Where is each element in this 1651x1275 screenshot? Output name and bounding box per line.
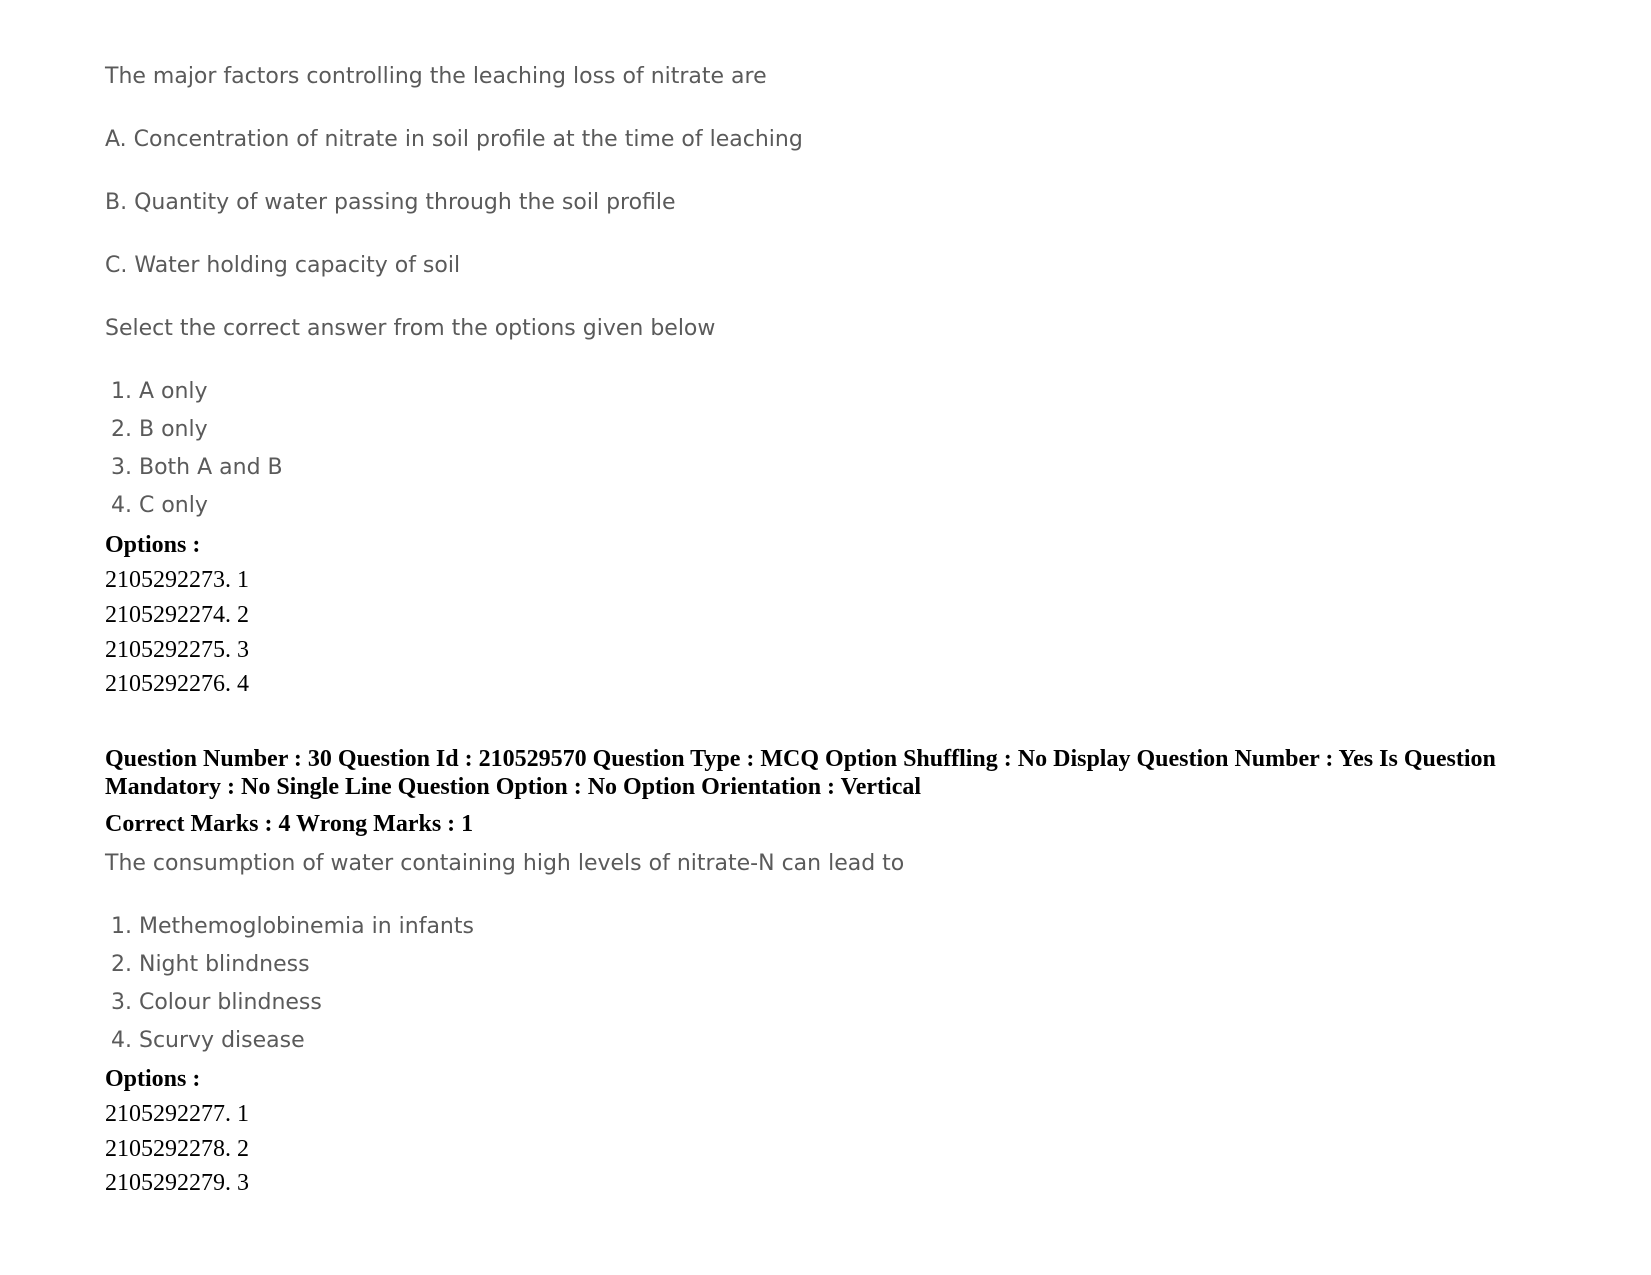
q29-option-4: 2105292276. 4 bbox=[105, 671, 249, 697]
q30-option-3: 2105292279. 3 bbox=[105, 1170, 249, 1196]
q29-choice-1: 1. A only bbox=[111, 379, 208, 404]
q30-meta: Question Number : 30 Question Id : 210529570 Question Type : MCQ Option Shuffling : No Display Question Number : Yes Is Question Mandatory : No Single Line Question Option : No Option Orientation : Vertical bbox=[105, 746, 1496, 800]
q29-statement-c: C. Water holding capacity of soil bbox=[105, 253, 461, 278]
q30-marks: Correct Marks : 4 Wrong Marks : 1 bbox=[105, 811, 474, 837]
q29-choice-2: 2. B only bbox=[111, 417, 208, 442]
q29-option-2: 2105292274. 2 bbox=[105, 602, 249, 628]
q30-stem: The consumption of water containing high levels of nitrate-N can lead to bbox=[105, 851, 905, 876]
q29-option-1: 2105292273. 1 bbox=[105, 567, 249, 593]
q29-options-label: Options : bbox=[105, 532, 201, 558]
q30-choice-3: 3. Colour blindness bbox=[111, 990, 322, 1015]
q30-option-2: 2105292278. 2 bbox=[105, 1136, 249, 1162]
q29-statement-a: A. Concentration of nitrate in soil profile at the time of leaching bbox=[105, 127, 803, 152]
q29-statement-b: B. Quantity of water passing through the soil profile bbox=[105, 190, 676, 215]
q30-choice-1: 1. Methemoglobinemia in infants bbox=[111, 914, 474, 939]
q30-choice-4: 4. Scurvy disease bbox=[111, 1028, 305, 1053]
q29-instruction: Select the correct answer from the options given below bbox=[105, 316, 716, 341]
q29-option-3: 2105292275. 3 bbox=[105, 637, 249, 663]
q29-choice-3: 3. Both A and B bbox=[111, 455, 283, 480]
q30-options-label: Options : bbox=[105, 1066, 201, 1092]
q29-stem: The major factors controlling the leaching loss of nitrate are bbox=[105, 64, 767, 89]
q30-option-1: 2105292277. 1 bbox=[105, 1101, 249, 1127]
q29-choice-4: 4. C only bbox=[111, 493, 208, 518]
q30-choice-2: 2. Night blindness bbox=[111, 952, 310, 977]
